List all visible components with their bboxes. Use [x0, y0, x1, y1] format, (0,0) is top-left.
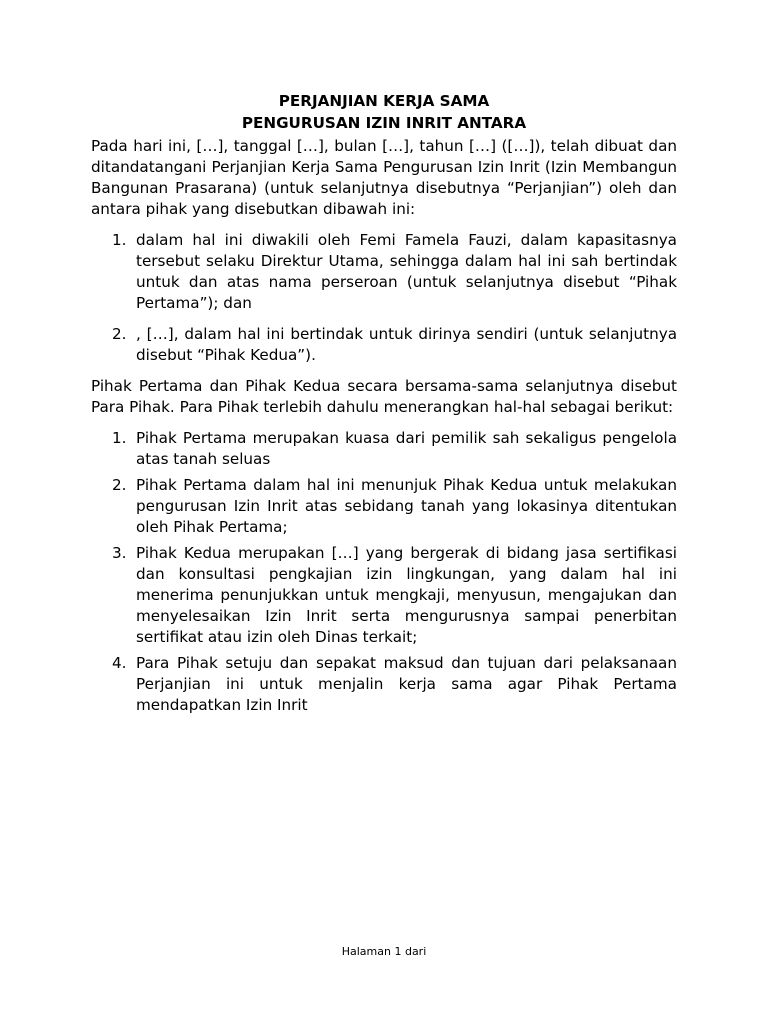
party-item	[91, 324, 677, 366]
recital-item	[91, 475, 677, 538]
list-number: 4.	[112, 654, 127, 672]
party-text: dalam hal ini diwakili oleh Femi Famela Fauzi, dalam kapasitasnya tersebut selaku Direktur Utama, sehingga dalam hal ini sah bertindak untuk dan atas nama perseroan (untuk selanjutnya disebut “Pihak Pertama”); dan	[136, 231, 677, 312]
page-number-label: Halaman 1 dari	[341, 945, 427, 958]
list-number: 3.	[112, 544, 127, 562]
party-item	[91, 230, 677, 314]
party-text: , […], dalam hal ini bertindak untuk dirinya sendiri (untuk selanjutnya disebut “Pihak Kedua”).	[136, 325, 677, 364]
recital-text: Pihak Pertama merupakan kuasa dari pemilik sah sekaligus pengelola atas tanah seluas	[136, 429, 677, 468]
list-number: 1.	[112, 231, 127, 249]
recitals-list	[91, 428, 677, 716]
list-number: 2.	[112, 476, 127, 494]
recital-item	[91, 653, 677, 716]
recital-text: Pihak Kedua merupakan […] yang bergerak di bidang jasa sertifikasi dan konsultasi pengkajian izin lingkungan, yang dalam hal ini menerima penunjukkan untuk mengkaji, menyusun, mengajukan dan menyelesaikan Izin Inrit serta mengurusnya sampai penerbitan sertifikat atau izin oleh Dinas terkait;	[136, 544, 677, 646]
recital-item	[91, 428, 677, 470]
recitals-intro-paragraph: Pihak Pertama dan Pihak Kedua secara bersama-sama selanjutnya disebut Para Pihak. Para Pihak terlebih dahulu menerangkan hal-hal sebagai berikut:	[91, 377, 677, 416]
parties-list	[91, 230, 677, 366]
recital-text: Para Pihak setuju dan sepakat maksud dan tujuan dari pelaksanaan Perjanjian ini untuk menjalin kerja sama agar Pihak Pertama mendapatkan Izin Inrit	[136, 654, 677, 714]
list-number: 2.	[112, 325, 127, 343]
intro-paragraph: Pada hari ini, […], tanggal […], bulan […], tahun […] ([…]), telah dibuat dan ditandatangani Perjanjian Kerja Sama Pengurusan Izin Inrit (Izin Membangun Bangunan Prasarana) (untuk selanjutnya disebutnya “Perjanjian”) oleh dan antara pihak yang disebutkan dibawah ini:	[91, 137, 677, 218]
document-body	[91, 91, 677, 716]
document-title-line-2: PENGURUSAN IZIN INRIT ANTARA	[241, 113, 527, 132]
page-footer	[0, 945, 768, 959]
recital-item	[91, 543, 677, 648]
recital-text: Pihak Pertama dalam hal ini menunjuk Pihak Kedua untuk melakukan pengurusan Izin Inrit atas sebidang tanah yang lokasinya ditentukan oleh Pihak Pertama;	[136, 476, 677, 536]
document-title-line-1: PERJANJIAN KERJA SAMA	[278, 92, 490, 110]
list-number: 1.	[112, 429, 127, 447]
